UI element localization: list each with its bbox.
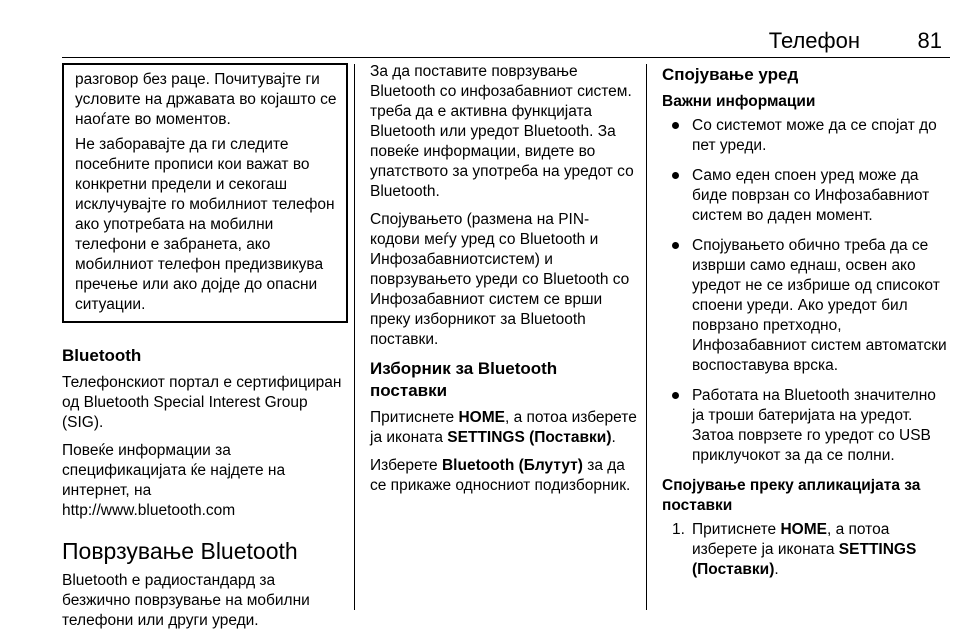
list-item bbox=[662, 236, 952, 376]
page-number: 81 bbox=[917, 28, 942, 53]
settings-icon-ref: SETTINGS (Поставки) bbox=[447, 429, 612, 446]
step-item bbox=[662, 520, 952, 580]
list-item bbox=[662, 116, 952, 156]
page-header bbox=[62, 24, 950, 58]
list-item-text: Само еден споен уред може да биде поврзан со Инфозабавниот систем во даден момент. bbox=[692, 167, 930, 224]
text-run: . bbox=[611, 429, 616, 446]
column-divider-2 bbox=[646, 64, 647, 610]
pairing-via-settings-heading: Спојување преку апликацијата за поставки bbox=[662, 477, 921, 514]
text-run: Притиснете bbox=[370, 409, 459, 426]
connecting-paragraph: Bluetooth е радиостандард за безжично поврзување на мобилни телефони или други уреди. bbox=[62, 572, 310, 629]
note-paragraph-1: разговор без раце. Почитувајте ги условите на државата во којашто се наоѓате во моментов. bbox=[75, 71, 337, 128]
bluetooth-paragraph-1: Телефонскиот портал е сертифициран од Bluetooth Special Interest Group (SIG). bbox=[62, 374, 342, 431]
text-run: Изберете bbox=[370, 457, 442, 474]
text-run: , а потоа изберете ја иконата bbox=[370, 409, 637, 446]
text-run: . bbox=[774, 561, 779, 578]
bullet-icon bbox=[672, 122, 679, 129]
bullet-icon bbox=[672, 172, 679, 179]
section-heading-pairing: Спојување уред bbox=[662, 65, 799, 84]
important-info-heading: Важни информации bbox=[662, 93, 816, 110]
settings-icon-ref: SETTINGS (Поставки) bbox=[692, 541, 917, 578]
text-run: , а потоа изберете ја иконата bbox=[692, 521, 890, 558]
col2-paragraph-4 bbox=[370, 456, 638, 496]
col2-paragraph-3 bbox=[370, 408, 638, 448]
list-item-text: Работата на Bluetooth значително ја троши батеријата на уредот. Затоа поврзете го уредот со USB приклучокот за да се полни. bbox=[692, 387, 936, 464]
text-run: за да се прикаже односниот подизборник. bbox=[370, 457, 631, 494]
column-1 bbox=[62, 62, 344, 639]
column-divider-1 bbox=[354, 64, 355, 610]
col2-paragraph-1: За да поставите поврзување Bluetooth со инфозабавниот систем. треба да е активна функцијата Bluetooth или уредот Bluetooth. За повеќе информации, видете во упатството за употреба на уредот со Bluetooth. bbox=[370, 63, 634, 200]
chapter-title: Телефон bbox=[768, 28, 860, 53]
important-info-list bbox=[662, 116, 952, 466]
col2-paragraph-2: Спојувањето (размена на PIN-кодови меѓу уред со Bluetooth и Инфозабавниотсистем) и поврзувањето уреди со Bluetooth со Инфозабавниот систем се врши преку изборникот за Bluetooth поставки. bbox=[370, 211, 630, 348]
column-3 bbox=[662, 62, 952, 580]
section-heading-bluetooth: Bluetooth bbox=[62, 346, 142, 365]
section-heading-connecting: Поврзување Bluetooth bbox=[62, 538, 298, 564]
list-item-text: Спојувањето обично треба да се изврши само еднаш, освен ако уредот не се избрише од списокот споени уреди. Ако уредот бил поврзано претходно, Инфозабавниот систем автоматски воспоставува врска. bbox=[692, 237, 947, 374]
pairing-steps bbox=[662, 520, 952, 580]
list-item bbox=[662, 386, 952, 466]
list-item bbox=[662, 166, 952, 226]
bullet-icon bbox=[672, 392, 679, 399]
header-rule bbox=[62, 57, 950, 58]
home-button-ref: HOME bbox=[780, 521, 827, 538]
bluetooth-url: http://www.bluetooth.com bbox=[62, 502, 236, 519]
list-item-text: Со системот може да се спојат до пет уреди. bbox=[692, 117, 937, 154]
step-number: 1. bbox=[672, 521, 685, 538]
column-2 bbox=[370, 62, 638, 504]
home-button-ref: HOME bbox=[458, 409, 505, 426]
note-paragraph-2: Не заборавајте да ги следите посебните прописи кои важат во конкретни предели и секогаш исклучувајте го мобилниот телефон ако употребата на мобилни телефони е забранета, ако мобилниот телефон предизвикува пречење или ако дојде до опасни ситуации. bbox=[75, 136, 335, 313]
text-run: Притиснете bbox=[692, 521, 781, 538]
section-heading-bt-settings-menu: Изборник за Bluetooth поставки bbox=[370, 359, 558, 400]
bullet-icon bbox=[672, 242, 679, 249]
warning-note-box bbox=[62, 63, 348, 323]
bluetooth-menu-ref: Bluetooth (Блутут) bbox=[441, 457, 583, 474]
bluetooth-paragraph-2: Повеќе информации за спецификацијата ќе најдете на интернет, на bbox=[62, 442, 286, 499]
